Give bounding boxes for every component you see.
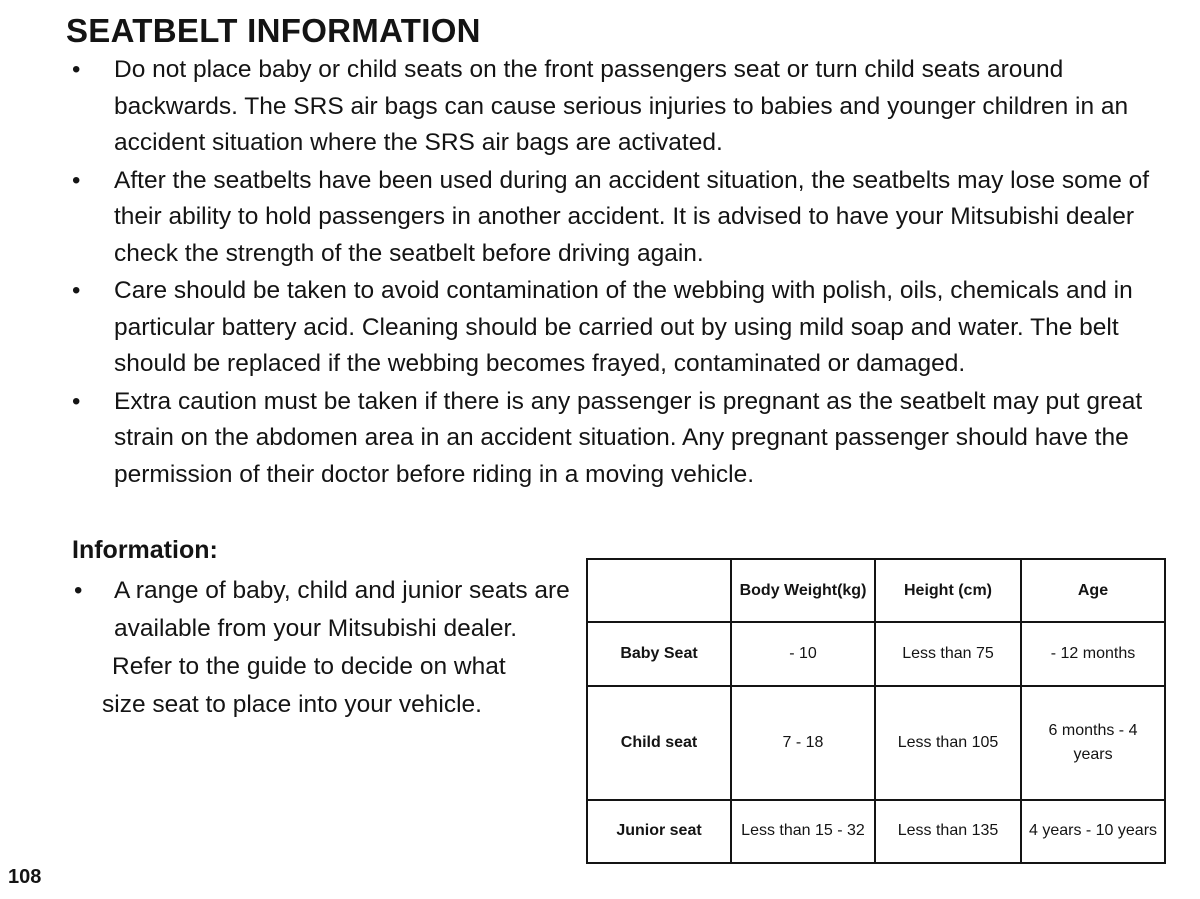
refer-line-1: Refer to the guide to decide on what [112,653,506,680]
bullet-text: Do not place baby or child seats on the front passengers seat or turn child seats around backwards. The SRS air bags can cause serious injuries to babies and younger children in an accident situation where the SRS air bags are activated. [114,56,1129,156]
table-cell: - 10 [731,622,875,685]
bullet-item [68,163,1180,273]
information-refer-text [72,648,572,724]
information-bullet-text: A range of baby, child and junior seats are available from your Mitsubishi dealer. [114,577,570,642]
bullet-item [68,273,1180,383]
table-cell: Less than 75 [875,622,1021,685]
table-row-label: Baby Seat [587,622,731,685]
bullet-icon: • [74,577,83,604]
refer-line-2: size seat to place into your vehicle. [102,691,482,718]
information-block [72,572,572,724]
bullet-item [68,384,1180,494]
bullet-icon: • [72,387,81,415]
child-seat-size-table [586,558,1166,864]
bullet-icon: • [72,277,81,304]
table-row-label: Child seat [587,686,731,800]
information-heading: Information: [72,536,218,564]
table-header-cell [587,559,731,622]
table-header-cell: Age [1021,559,1165,622]
bullet-item [68,52,1180,162]
bullet-text: Care should be taken to avoid contamination of the webbing with polish, oils, chemicals and in particular battery acid. Cleaning should be carried out by using mild soap and water. The belt should be replaced if the webbing becomes frayed, contaminated or damaged. [114,277,1133,377]
table-row [587,686,1165,800]
table-cell: Less than 105 [875,686,1021,800]
information-bullet [72,572,574,648]
bullet-icon: • [72,166,81,194]
table-row-label: Junior seat [587,800,731,863]
table-cell: 7 - 18 [731,686,875,800]
page-number: 108 [8,866,42,888]
table-cell: 4 years - 10 years [1021,800,1165,863]
page-title: SEATBELT INFORMATION [66,12,481,49]
table-header-cell: Body Weight(kg) [731,559,875,622]
bullet-text: After the seatbelts have been used during an accident situation, the seatbelts may lose some of their ability to hold passengers in another accident. It is advised to have your Mitsubishi dealer check the strength of the seatbelt before driving again. [114,166,1150,267]
bullet-icon: • [72,56,81,83]
table-cell: Less than 15 - 32 [731,800,875,863]
table-cell: Less than 135 [875,800,1021,863]
table-row [587,622,1165,685]
table-header-row [587,559,1165,622]
bullet-text: Extra caution must be taken if there is any passenger is pregnant as the seatbelt may put great strain on the abdomen area in an accident situation. Any pregnant passenger should have the permission of their doctor before riding in a moving vehicle. [114,387,1143,488]
table-cell: 6 months - 4 years [1021,686,1165,800]
seatbelt-bullet-list [68,52,1180,494]
table-row [587,800,1165,863]
table-header-cell: Height (cm) [875,559,1021,622]
table-cell: - 12 months [1021,622,1165,685]
